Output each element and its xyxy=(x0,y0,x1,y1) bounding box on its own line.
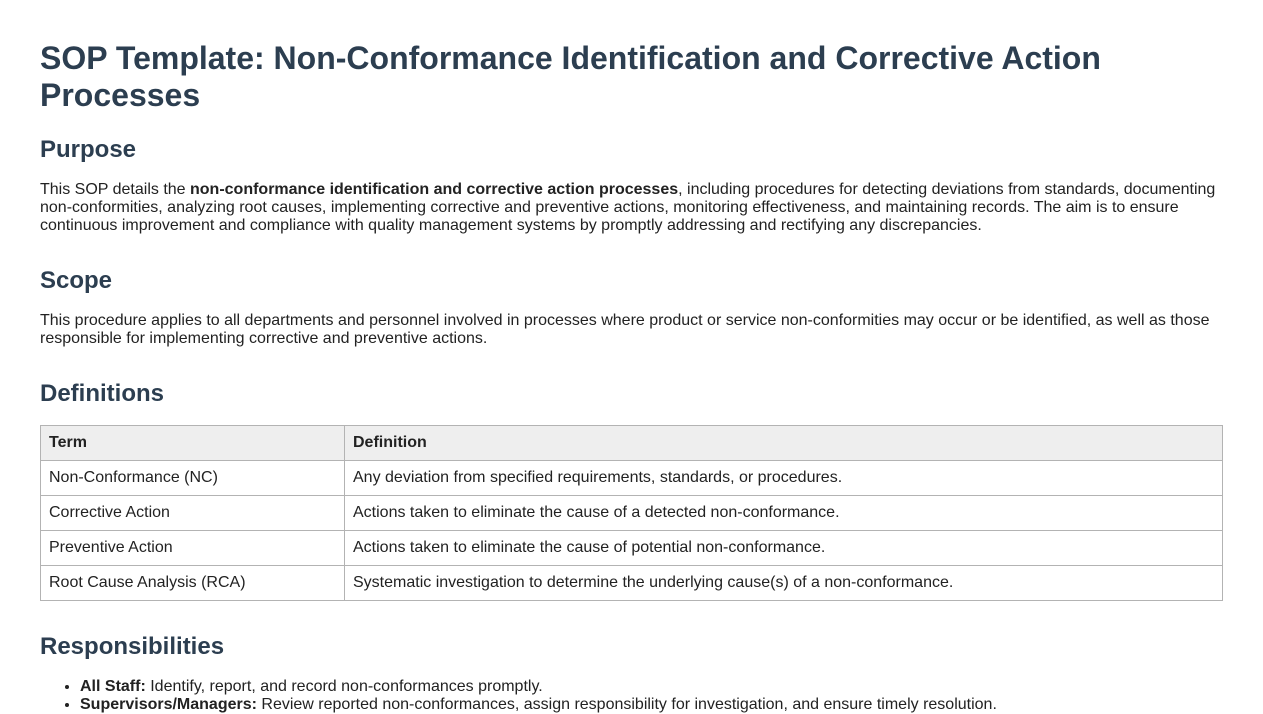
purpose-text-intro: This SOP details the xyxy=(40,181,190,198)
definition-cell: Actions taken to eliminate the cause of a detected non-conformance. xyxy=(345,496,1223,531)
page-title: SOP Template: Non-Conformance Identification and Corrective Action Processes xyxy=(40,40,1101,113)
purpose-text-emphasis: non-conformance identification and corrective action processes xyxy=(190,181,679,198)
table-row xyxy=(41,531,1223,566)
responsibility-text: Identify, report, and record non-conformances promptly. xyxy=(145,678,543,695)
definition-cell: Actions taken to eliminate the cause of potential non-conformance. xyxy=(345,531,1223,566)
purpose-text-rest: , including procedures for detecting deviations from standards, documenting non-conformities, analyzing root causes, implementing corrective and preventive actions, monitoring effectiveness, and maintaining records. The aim is to ensure continuous improvement and compliance with quality management systems by promptly addressing and rectifying any discrepancies. xyxy=(40,181,1216,234)
definitions-table xyxy=(40,425,1223,601)
responsibility-role: All Staff: xyxy=(80,678,146,695)
table-row xyxy=(41,461,1223,496)
responsibilities-heading: Responsibilities xyxy=(40,633,225,660)
definition-cell: Any deviation from specified requirements, standards, or procedures. xyxy=(345,461,1223,496)
term-cell: Non-Conformance (NC) xyxy=(41,461,345,496)
definition-cell: Systematic investigation to determine the underlying cause(s) of a non-conformance. xyxy=(345,566,1223,601)
scope-heading: Scope xyxy=(40,267,113,294)
table-row xyxy=(41,496,1223,531)
column-header-definition: Definition xyxy=(345,426,1223,461)
responsibilities-list xyxy=(40,678,1223,714)
scope-text: This procedure applies to all departments and personnel involved in processes where product or service non-conformities may occur or be identified, as well as those responsible for implementing corrective and preventive actions. xyxy=(40,312,1210,347)
list-item xyxy=(80,696,1223,714)
responsibility-text: Review reported non-conformances, assign responsibility for investigation, and ensure timely resolution. xyxy=(256,696,997,713)
list-item xyxy=(80,678,1223,696)
responsibility-role: Supervisors/Managers: xyxy=(80,696,257,713)
term-cell: Corrective Action xyxy=(41,496,345,531)
table-header-row xyxy=(41,426,1223,461)
purpose-heading: Purpose xyxy=(40,136,137,163)
term-cell: Preventive Action xyxy=(41,531,345,566)
definitions-heading: Definitions xyxy=(40,380,164,407)
table-row xyxy=(41,566,1223,601)
purpose-text xyxy=(40,181,1223,235)
column-header-term: Term xyxy=(41,426,345,461)
term-cell: Root Cause Analysis (RCA) xyxy=(41,566,345,601)
